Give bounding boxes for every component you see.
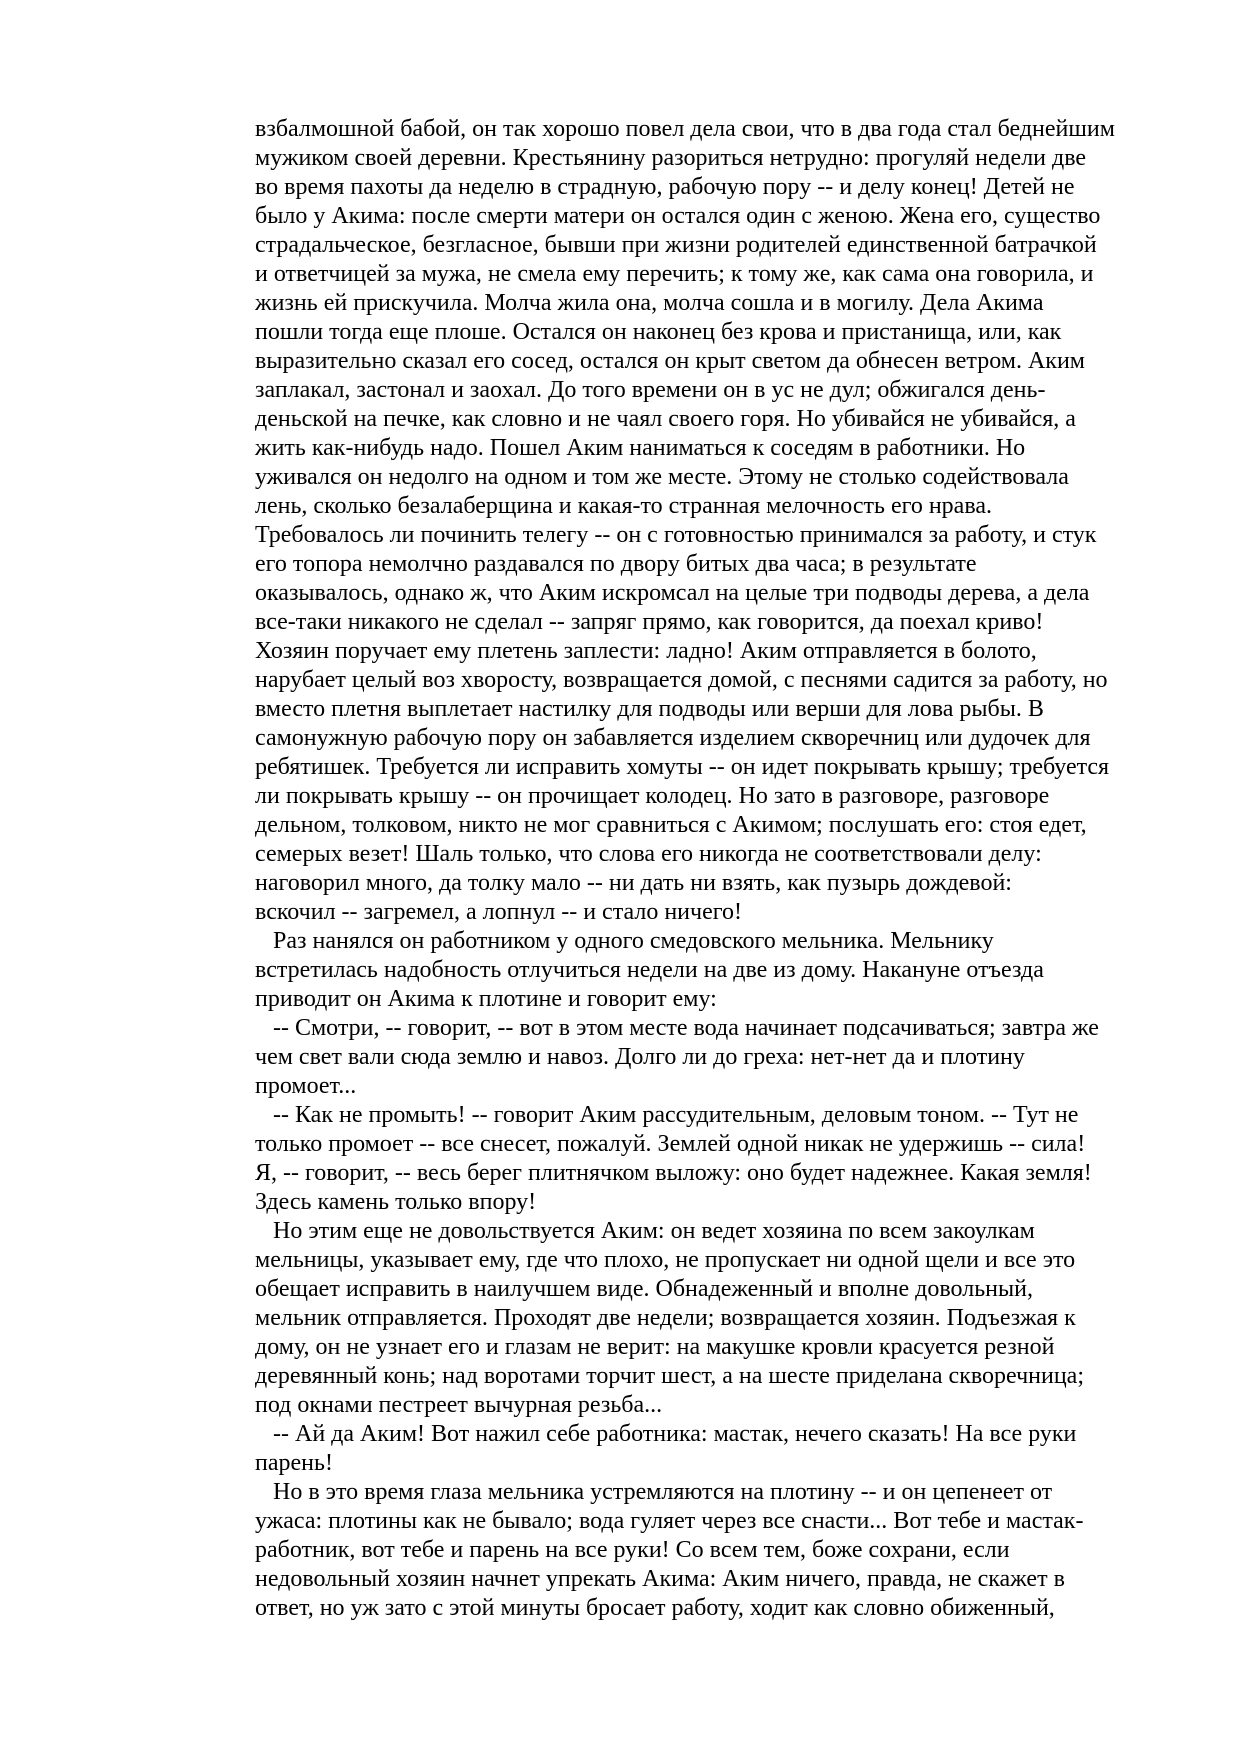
text-line: выразительно сказал его сосед, остался он крыт светом да обнесен ветром. Аким [255,348,1085,374]
text-line: недовольный хозяин начнет упрекать Акима: Аким ничего, правда, не скажет в [255,1566,1065,1592]
text-line: заплакал, застонал и заохал. До того времени он в ус не дул; обжигался день- [255,377,1046,403]
text-line: мужиком своей деревни. Крестьянину разориться нетрудно: прогуляй недели две [255,145,1087,171]
text-line: мельник отправляется. Проходят две недели; возвращается хозяин. Подъезжая к [255,1305,1076,1331]
text-line: деньской на печке, как словно и не чаял своего горя. Но убивайся не убивайся, а [255,406,1076,432]
text-line: ребятишек. Требуется ли исправить хомуты -- он идет покрывать крышу; требуется [255,754,1110,780]
text-line: ли покрывать крышу -- он прочищает колодец. Но зато в разговоре, разговоре [255,783,1050,809]
text-line: жить как-нибудь надо. Пошел Аким наниматься к соседям в работники. Но [255,435,1026,461]
text-line: работник, вот тебе и парень на все руки! Со всем тем, боже сохрани, если [255,1537,1010,1563]
text-line: вместо плетня выплетает настилку для подводы или верши для лова рыбы. В [255,696,1044,722]
text-line: Раз нанялся он работником у одного смедовского мельника. Мельнику [255,928,994,954]
text-line: ответ, но уж зато с этой минуты бросает работу, ходит как словно обиженный, [255,1595,1055,1621]
text-line: было у Акима: после смерти матери он остался один с женою. Жена его, существо [255,203,1101,229]
text-line: наговорил много, да толку мало -- ни дать ни взять, как пузырь дождевой: [255,870,1012,896]
text-line: ужаса: плотины как не бывало; вода гуляет через все снасти... Вот тебе и мастак- [255,1508,1084,1534]
text-line: и ответчицей за мужа, не смела ему перечить; к тому же, как сама она говорила, и [255,261,1094,287]
text-line: лень, сколько безалаберщина и какая-то странная мелочность его нрава. [255,493,993,519]
text-line: жизнь ей прискучила. Молча жила она, молча сошла и в могилу. Дела Акима [255,290,1044,316]
text-line: дому, он не узнает его и глазам не верит: на макушке кровли красуется резной [255,1334,1055,1360]
text-line: мельницы, указывает ему, где что плохо, не пропускает ни одной щели и все это [255,1247,1076,1273]
text-line: чем свет вали сюда землю и навоз. Долго ли до греха: нет-нет да и плотину [255,1044,1025,1070]
text-line: обещает исправить в наилучшем виде. Обнадеженный и вполне довольный, [255,1276,1033,1302]
document-page [255,115,1155,1623]
text-line: -- Как не промыть! -- говорит Аким рассудительным, деловым тоном. -- Тут не [255,1102,1079,1128]
text-line: во время пахоты да неделю в страдную, рабочую пору -- и делу конец! Детей не [255,174,1075,200]
text-line: Но этим еще не довольствуется Аким: он ведет хозяина по всем закоулкам [255,1218,1035,1244]
text-line: Здесь камень только впору! [255,1189,537,1215]
text-line: Хозяин поручает ему плетень заплести: ладно! Аким отправляется в болото, [255,638,1037,664]
text-line: Но в это время глаза мельника устремляются на плотину -- и он цепенеет от [255,1479,1053,1505]
text-line: самонужную рабочую пору он забавляется изделием скворечниц или дудочек для [255,725,1091,751]
text-line: уживался он недолго на одном и том же месте. Этому не столько содействовала [255,464,1069,490]
text-line: нарубает целый воз хворосту, возвращается домой, с песнями садится за работу, но [255,667,1108,693]
text-line: -- Ай да Аким! Вот нажил себе работника: мастак, нечего сказать! На все руки [255,1421,1077,1447]
text-line: все-таки никакого не сделал -- запряг прямо, как говорится, да поехал криво! [255,609,1044,635]
text-line: парень! [255,1450,333,1476]
text-line: -- Смотри, -- говорит, -- вот в этом месте вода начинает подсачиваться; завтра же [255,1015,1099,1041]
text-line: дельном, толковом, никто не мог сравниться с Акимом; послушать его: стоя едет, [255,812,1087,838]
text-line: семерых везет! Шаль только, что слова его никогда не соответствовали делу: [255,841,1042,867]
text-line: Требовалось ли починить телегу -- он с готовностью принимался за работу, и стук [255,522,1097,548]
text-line: его топора немолчно раздавался по двору битых два часа; в результате [255,551,977,577]
text-line: Я, -- говорит, -- весь берег плитнячком выложу: оно будет надежнее. Какая земля! [255,1160,1092,1186]
text-line: встретилась надобность отлучиться недели на две из дому. Накануне отъезда [255,957,1044,983]
text-line: пошли тогда еще плоше. Остался он наконец без крова и пристанища, или, как [255,319,1062,345]
text-line: деревянный конь; над воротами торчит шест, а на шесте приделана скворечница; [255,1363,1084,1389]
text-line: страдальческое, безгласное, бывши при жизни родителей единственной батрачкой [255,232,1097,258]
text-line: только промоет -- все снесет, пожалуй. Землей одной никак не удержишь -- сила! [255,1131,1086,1157]
text-line: оказывалось, однако ж, что Аким искромсал на целые три подводы дерева, а дела [255,580,1090,606]
text-line: взбалмошной бабой, он так хорошо повел дела свои, что в два года стал беднейшим [255,116,1115,142]
text-line: под окнами пестреет вычурная резьба... [255,1392,663,1418]
text-line: приводит он Акима к плотине и говорит ему: [255,986,717,1012]
text-line: вскочил -- загремел, а лопнул -- и стало ничего! [255,899,742,925]
text-line: промоет... [255,1073,357,1099]
